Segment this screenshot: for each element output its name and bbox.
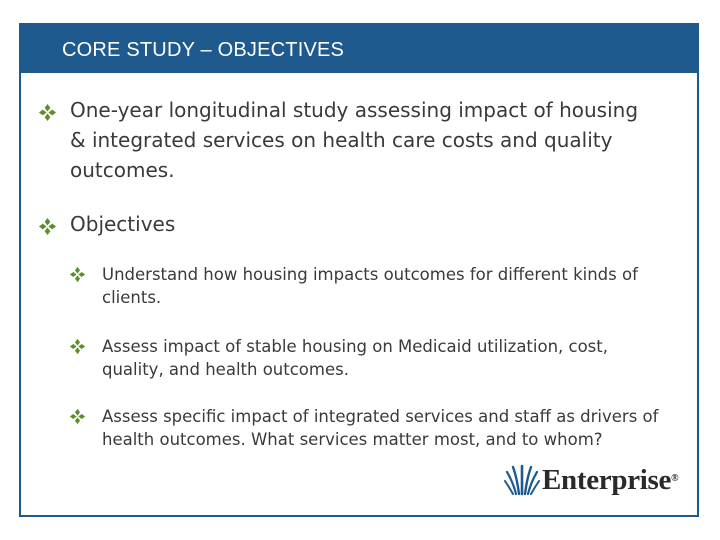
diamond-bullet-icon [69,408,86,431]
sub-bullet-assess-housing [69,335,669,381]
diamond-bullet-icon [69,338,86,361]
sub-bullet-text: Assess impact of stable housing on Medicaid utilization, cost, quality, and health outcomes. [102,337,608,379]
bullet-text: One-year longitudinal study assessing impact of housing & integrated services on health care costs and quality outcomes. [70,98,639,182]
diamond-bullet-icon [69,266,86,289]
sub-bullet-assess-services [69,405,679,451]
slide-title: CORE STUDY – OBJECTIVES [62,39,345,61]
bullet-study-description [38,95,658,185]
enterprise-logo [504,458,692,500]
title-bar [21,25,697,73]
sub-bullet-text: Understand how housing impacts outcomes for different kinds of clients. [102,265,638,307]
sub-bullet-text: Assess specific impact of integrated services and staff as drivers of health outcomes. What services matter most, and to whom? [102,407,659,449]
logo-wordmark: Enterprise® [542,464,679,496]
sub-bullet-understand [69,263,669,309]
bullet-text: Objectives [70,212,176,236]
diamond-bullet-icon [38,100,57,130]
bullet-objectives [38,209,658,239]
diamond-bullet-icon [38,214,57,244]
enterprise-sunburst-icon [504,460,540,496]
